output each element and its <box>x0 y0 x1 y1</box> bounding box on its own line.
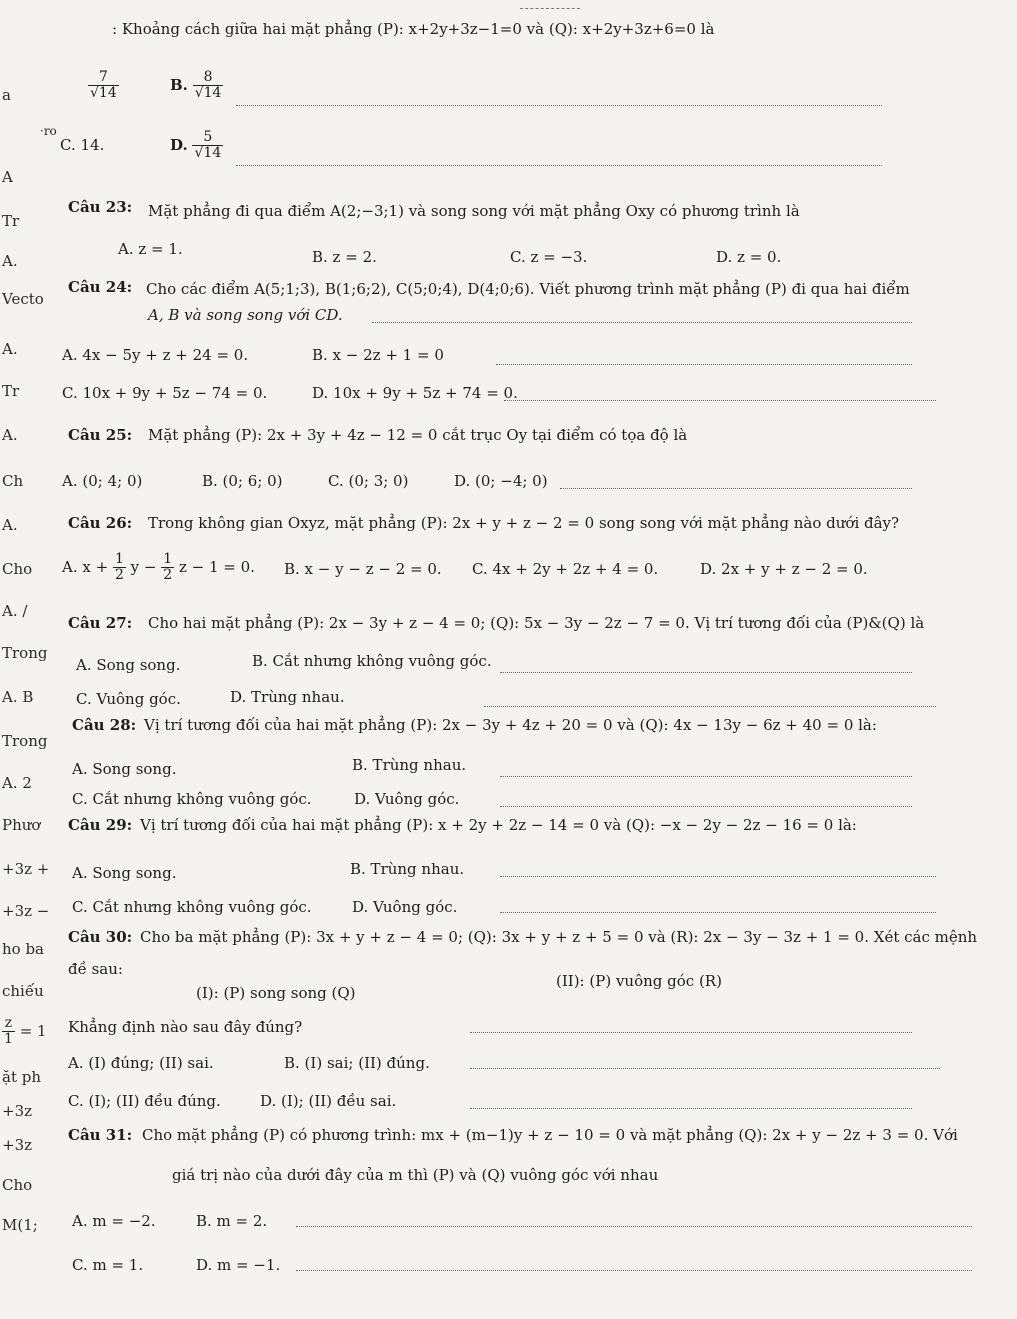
question-24-option-d: D. 10x + 9y + 5z + 74 = 0. <box>312 384 518 402</box>
question-28-option-c: C. Cắt nhưng không vuông góc. <box>72 790 312 808</box>
margin-fragment: +3z <box>2 1102 33 1120</box>
question-23-label: Câu 23: <box>68 198 133 216</box>
answer-line <box>500 776 912 777</box>
question-27-option-c: C. Vuông góc. <box>76 690 181 708</box>
margin-fragment: Trong <box>2 732 48 750</box>
question-28-label: Câu 28: <box>72 716 137 734</box>
question-23-stem: Mặt phẳng đi qua điểm A(2;−3;1) và song song với mặt phẳng Oxy có phương trình là <box>148 202 800 220</box>
margin-fragment: +3z <box>2 1136 33 1154</box>
question-25-option-b: B. (0; 6; 0) <box>202 472 283 490</box>
question-30-ask: Khẳng định nào sau đây đúng? <box>68 1018 303 1036</box>
question-24-option-a: A. 4x − 5y + z + 24 = 0. <box>62 346 249 364</box>
margin-fragment: Cho <box>2 560 33 578</box>
margin-fragment: A. <box>2 252 18 270</box>
question-26-option-a: A. x + $\frac{1}{2}$ y − $\frac{1}{2}$ z − 1 = 0. <box>62 551 255 584</box>
question-24-stem-continued: A, B và song song với CD. <box>148 306 343 324</box>
question-22-option-b: B. $\frac{8}{√14}$ <box>170 69 222 102</box>
question-29-stem: Vị trí tương đối của hai mặt phẳng (P): x + 2y + 2z − 14 = 0 và (Q): −x − 2y − 2z − 16 = 0 là: <box>140 816 857 834</box>
question-27-option-b: B. Cắt nhưng không vuông góc. <box>252 652 492 670</box>
answer-line <box>372 322 912 323</box>
margin-fragment: A. <box>2 516 18 534</box>
margin-fragment: A. <box>2 426 18 444</box>
margin-fragment: A. / <box>2 602 28 620</box>
question-30-label: Câu 30: <box>68 928 133 946</box>
question-31-option-d: D. m = −1. <box>196 1256 281 1274</box>
question-24-option-b: B. x − 2z + 1 = 0 <box>312 346 444 364</box>
question-24-option-c: C. 10x + 9y + 5z − 74 = 0. <box>62 384 268 402</box>
question-31-stem-continued: giá trị nào của dưới đây của m thì (P) và (Q) vuông góc với nhau <box>172 1166 659 1184</box>
question-29-option-a: A. Song song. <box>72 864 177 882</box>
margin-fragment: Cho <box>2 1176 33 1194</box>
question-22-option-d: D. $\frac{5}{√14}$ <box>170 129 222 162</box>
answer-line <box>470 1032 912 1033</box>
question-28-stem: Vị trí tương đối của hai mặt phẳng (P): 2x − 3y + 4z + 20 = 0 và (Q): 4x − 13y − 6z + 40 = 0 là: <box>144 716 877 734</box>
margin-fragment: a <box>2 86 11 104</box>
question-27-label: Câu 27: <box>68 614 133 632</box>
margin-fragment: Ch <box>2 472 24 490</box>
margin-fragment: Phươ <box>2 816 41 834</box>
question-30-stem-continued: đề sau: <box>68 960 123 978</box>
answer-line <box>560 488 912 489</box>
question-29-label: Câu 29: <box>68 816 133 834</box>
question-30-stem: Cho ba mặt phẳng (P): 3x + y + z − 4 = 0; (Q): 3x + y + z + 5 = 0 và (R): 2x − 3y − 3z + 1 = 0. Xét các mệnh <box>140 928 978 946</box>
margin-fragment: Tr <box>2 212 20 230</box>
question-28-option-d: D. Vuông góc. <box>354 790 460 808</box>
question-30-option-b: B. (I) sai; (II) đúng. <box>284 1054 430 1072</box>
question-30-statement-2: (II): (P) vuông góc (R) <box>556 972 722 990</box>
question-24-stem: Cho các điểm A(5;1;3), B(1;6;2), C(5;0;4), D(4;0;6). Viết phương trình mặt phẳng (P) đi qua hai điểm <box>146 280 910 298</box>
question-30-option-a: A. (I) đúng; (II) sai. <box>68 1054 214 1072</box>
question-23-option-a: A. z = 1. <box>118 240 183 258</box>
question-25-label: Câu 25: <box>68 426 133 444</box>
answer-line <box>236 165 882 166</box>
question-27-stem: Cho hai mặt phẳng (P): 2x − 3y + z − 4 = 0; (Q): 5x − 3y − 2z − 7 = 0. Vị trí tương đối của (P)&(Q) là <box>148 614 925 632</box>
question-25-option-d: D. (0; −4; 0) <box>454 472 548 490</box>
margin-fragment: +3z − <box>2 902 50 920</box>
question-22-option-c: C. 14. <box>60 136 105 154</box>
margin-fragment: Trong <box>2 644 48 662</box>
question-26-stem: Trong không gian Oxyz, mặt phẳng (P): 2x + y + z − 2 = 0 song song với mặt phẳng nào dưới đây? <box>148 514 900 532</box>
margin-fragment: ho ba <box>2 940 45 958</box>
question-30-option-d: D. (I); (II) đều sai. <box>260 1092 397 1110</box>
question-28-option-b: B. Trùng nhau. <box>352 756 467 774</box>
question-31-option-b: B. m = 2. <box>196 1212 268 1230</box>
answer-line <box>296 1226 972 1227</box>
question-27-option-a: A. Song song. <box>76 656 181 674</box>
question-29-option-b: B. Trùng nhau. <box>350 860 465 878</box>
question-26-label: Câu 26: <box>68 514 133 532</box>
question-31-option-c: C. m = 1. <box>72 1256 144 1274</box>
question-25-option-c: C. (0; 3; 0) <box>328 472 409 490</box>
question-31-stem: Cho mặt phẳng (P) có phương trình: mx + (m−1)y + z − 10 = 0 và mặt phẳng (Q): 2x + y − 2z + 3 = 0. Với <box>142 1126 958 1144</box>
question-26-option-c: C. 4x + 2y + 2z + 4 = 0. <box>472 560 659 578</box>
answer-line <box>504 400 936 401</box>
question-31-label: Câu 31: <box>68 1126 133 1144</box>
margin-fragment: A. 2 <box>2 774 32 792</box>
answer-line <box>496 364 912 365</box>
answer-line <box>500 876 936 877</box>
question-23-option-d: D. z = 0. <box>716 248 782 266</box>
question-31-option-a: A. m = −2. <box>72 1212 156 1230</box>
margin-fragment: $\frac{z}{1}$ = 1 <box>4 1015 47 1048</box>
question-25-stem: Mặt phẳng (P): 2x + 3y + 4z − 12 = 0 cắt trục Oy tại điểm có tọa độ là <box>148 426 688 444</box>
answer-line <box>236 105 882 106</box>
answer-line <box>296 1270 972 1271</box>
question-25-option-a: A. (0; 4; 0) <box>62 472 143 490</box>
question-24-label: Câu 24: <box>68 278 133 296</box>
answer-line <box>470 1108 912 1109</box>
question-23-option-c: C. z = −3. <box>510 248 588 266</box>
question-30-statement-1: (I): (P) song song (Q) <box>196 984 356 1002</box>
top-decoration <box>520 8 580 9</box>
answer-line <box>500 672 912 673</box>
margin-fragment: Tr <box>2 382 20 400</box>
margin-fragment: Vecto <box>2 290 44 308</box>
question-26-option-d: D. 2x + y + z − 2 = 0. <box>700 560 868 578</box>
question-29-option-d: D. Vuông góc. <box>352 898 458 916</box>
margin-fragment: ặt ph <box>2 1068 42 1086</box>
question-23-option-b: B. z = 2. <box>312 248 377 266</box>
answer-line <box>484 706 936 707</box>
question-22-option-a: $\frac{7}{√14}$ <box>90 69 117 102</box>
question-26-option-b: B. x − y − z − 2 = 0. <box>284 560 442 578</box>
margin-fragment: M(1; <box>2 1216 38 1234</box>
margin-fragment: +3z + <box>2 860 50 878</box>
answer-line <box>470 1068 940 1069</box>
margin-fragment: A. <box>2 340 18 358</box>
margin-fragment: ·ro <box>40 124 57 138</box>
question-30-option-c: C. (I); (II) đều đúng. <box>68 1092 221 1110</box>
margin-fragment: A. B <box>2 688 34 706</box>
margin-fragment: A <box>2 168 13 186</box>
answer-line <box>500 806 912 807</box>
question-29-option-c: C. Cắt nhưng không vuông góc. <box>72 898 312 916</box>
question-28-option-a: A. Song song. <box>72 760 177 778</box>
question-27-option-d: D. Trùng nhau. <box>230 688 345 706</box>
answer-line <box>500 912 936 913</box>
margin-fragment: chiếu <box>2 982 44 1000</box>
question-22-stem: : Khoảng cách giữa hai mặt phẳng (P): x+2y+3z−1=0 và (Q): x+2y+3z+6=0 là <box>112 20 715 38</box>
